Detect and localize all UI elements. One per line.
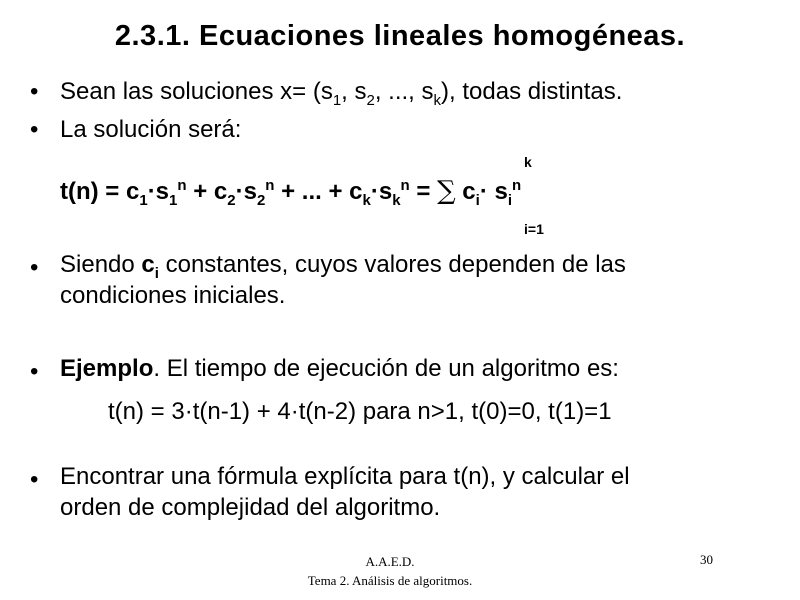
subscript: 2 <box>227 191 236 209</box>
slide-title: 2.3.1. Ecuaciones lineales homogéneas. <box>114 20 686 52</box>
bullet-constants-pre: Siendo <box>60 251 142 278</box>
subscript: 1 <box>332 91 342 109</box>
subscript: i <box>154 264 159 282</box>
subscript: i <box>507 191 513 209</box>
subscript: k <box>362 191 371 209</box>
eq-text: + ... + c <box>274 178 363 205</box>
eq-text: ·s <box>147 178 170 205</box>
footer-course: A.A.E.D. <box>365 554 415 569</box>
example-label: Ejemplo <box>60 355 154 382</box>
bullet-solutions-mid1: , s <box>341 78 367 105</box>
superscript: n <box>512 177 522 194</box>
bullet-constants-post: constantes, cuyos valores dependen de las <box>158 251 626 278</box>
slide-footer <box>270 552 510 590</box>
bullet-task-line2: orden de complejidad del algoritmo. <box>60 494 441 521</box>
bullet-marker: • <box>30 466 39 493</box>
sigma-symbol: ∑ <box>437 176 456 206</box>
bullet-marker: • <box>30 116 39 143</box>
bullet-constants <box>60 249 626 311</box>
eq-text: + c <box>186 178 228 205</box>
bullet-solutions-pre: Sean las soluciones x= (s <box>60 78 333 105</box>
bullet-solutions-mid2: , ..., s <box>374 78 434 105</box>
bullet-marker: • <box>30 78 39 105</box>
superscript: n <box>400 177 410 194</box>
bullet-marker: • <box>30 254 39 281</box>
superscript: n <box>177 177 187 194</box>
bullet-solutions-post: ), todas distintas. <box>441 78 623 105</box>
sum-lower-limit: i=1 <box>524 221 544 237</box>
eq-text: c <box>455 178 476 205</box>
bullet-marker: • <box>30 358 39 385</box>
superscript: n <box>265 177 275 194</box>
subscript: 2 <box>366 91 375 109</box>
subscript: k <box>433 91 442 109</box>
bullet-task <box>60 461 630 523</box>
subscript: i <box>475 191 480 209</box>
eq-text: · s <box>479 178 508 205</box>
example-recurrence: t(n) = 3·t(n-1) + 4·t(n-2) para n>1, t(0)=0, t(1)=1 <box>108 398 612 425</box>
subscript: 1 <box>169 191 178 209</box>
bullet-solutions <box>60 76 622 107</box>
eq-text: ·s <box>235 178 257 205</box>
general-solution-equation <box>60 176 522 209</box>
page-number: 30 <box>700 552 713 567</box>
bullet-solution-intro: La solución será: <box>60 116 242 143</box>
sum-upper-limit: k <box>524 154 532 170</box>
eq-text: ·s <box>370 178 393 205</box>
subscript: 1 <box>139 191 148 209</box>
eq-text: t(n) = c <box>60 178 140 205</box>
bullet-example-post: . El tiempo de ejecución de un algoritmo es: <box>153 355 619 382</box>
bullet-constants-line2: condiciones iniciales. <box>60 282 286 309</box>
eq-text: = <box>409 178 438 205</box>
subscript: k <box>392 191 401 209</box>
bullet-example <box>60 353 619 384</box>
subscript: 2 <box>256 191 266 209</box>
bullet-task-line1: Encontrar una fórmula explícita para t(n), y calcular el <box>60 463 630 490</box>
constant-c: c <box>141 251 155 278</box>
footer-topic: Tema 2. Análisis de algoritmos. <box>307 573 473 588</box>
